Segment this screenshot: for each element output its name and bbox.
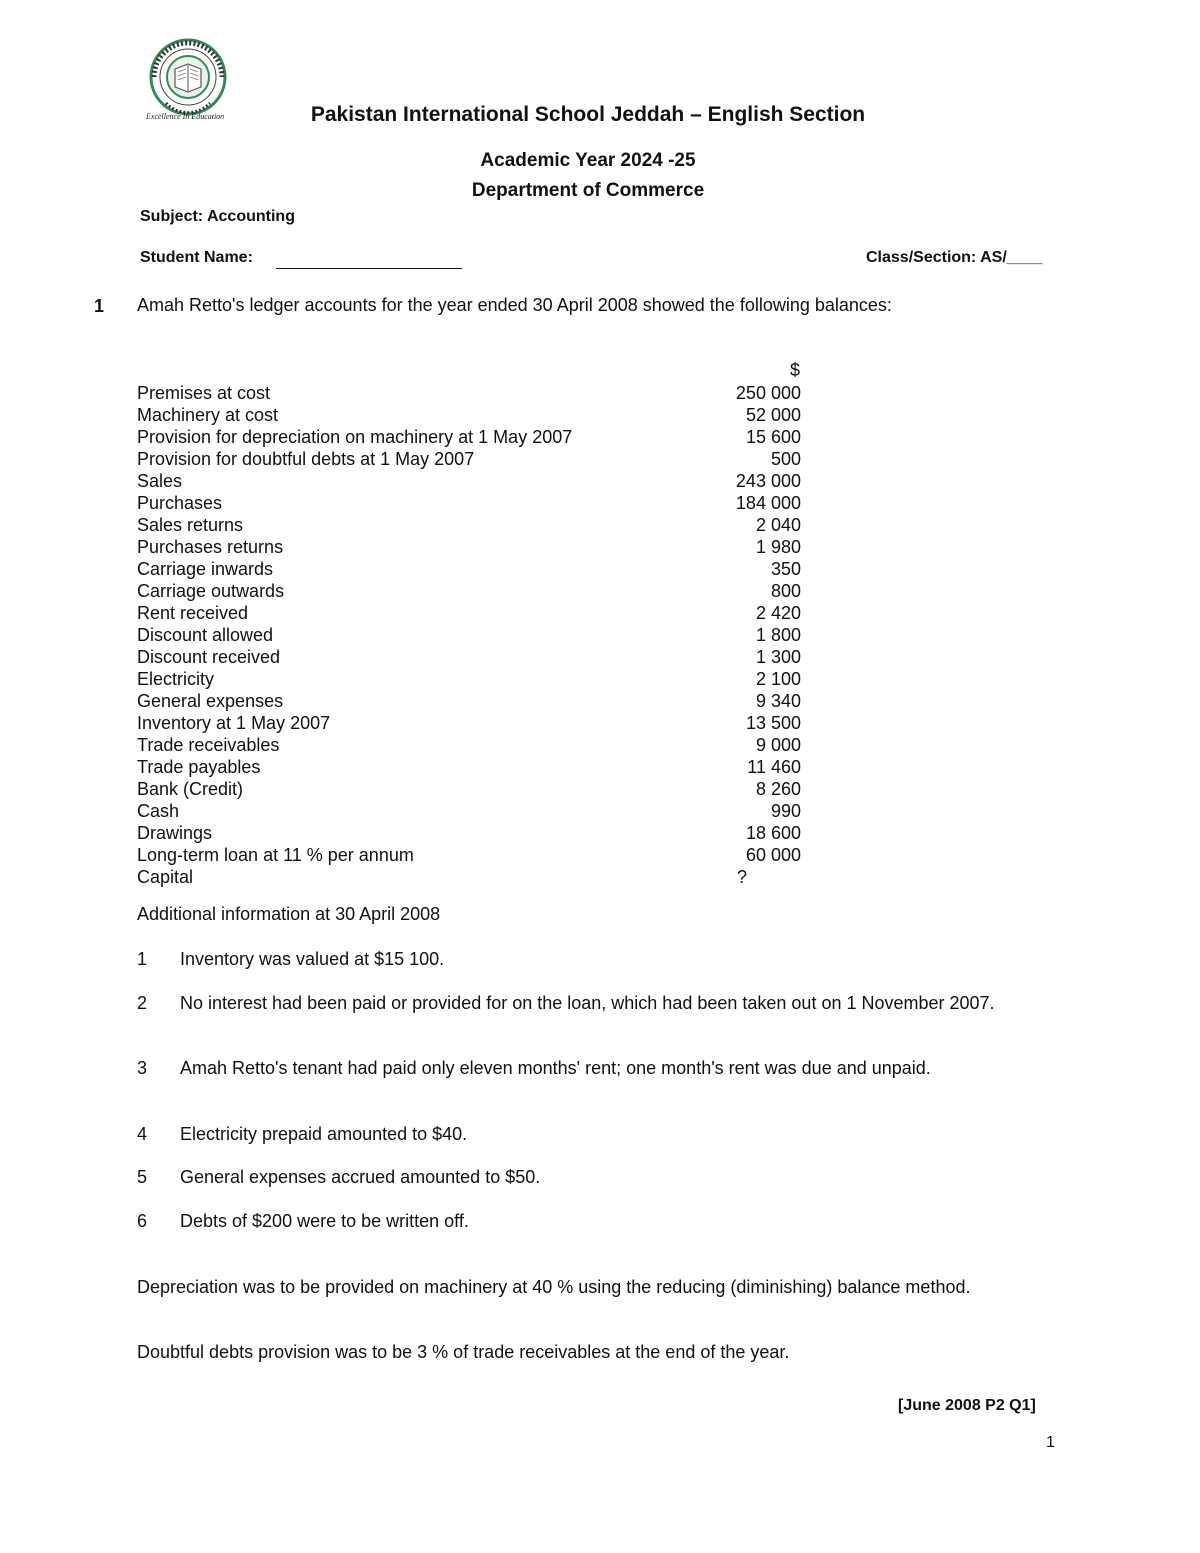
- student-name-label: Student Name:: [140, 249, 253, 266]
- ledger-label: Sales: [137, 471, 183, 491]
- ledger-label: Capital: [137, 867, 194, 887]
- ledger-value: 60 000: [745, 845, 801, 865]
- ledger-value: 15 600: [745, 427, 801, 447]
- ledger-label: Drawings: [137, 823, 213, 843]
- ledger-label: Inventory at 1 May 2007: [137, 713, 331, 733]
- ledger-value: ?: [736, 867, 747, 887]
- currency-header: $: [789, 360, 800, 380]
- ledger-label: Rent received: [137, 603, 249, 623]
- note-text: Inventory was valued at $15 100.: [180, 949, 445, 969]
- ledger-label: Long-term loan at 11 % per annum: [137, 845, 414, 865]
- note-text: Electricity prepaid amounted to $40.: [180, 1124, 468, 1144]
- note-text: General expenses accrued amounted to $50.: [180, 1167, 541, 1187]
- ledger-value: 350: [770, 559, 801, 579]
- ledger-label: Provision for depreciation on machinery at 1 May 2007: [137, 427, 573, 447]
- subject-label: Subject: Accounting: [140, 208, 295, 225]
- note-text: No interest had been paid or provided for on the loan, which had been taken out on 1 November 2007.: [180, 993, 995, 1013]
- ledger-label: Machinery at cost: [137, 405, 279, 425]
- department: Department of Commerce: [471, 180, 705, 201]
- ledger-value: 1 800: [755, 625, 801, 645]
- ledger-value: 243 000: [735, 471, 801, 491]
- ledger-label: Purchases returns: [137, 537, 284, 557]
- question-reference: [June 2008 P2 Q1]: [898, 1397, 1036, 1414]
- ledger-label: Trade payables: [137, 757, 261, 777]
- note-number: 4: [137, 1124, 148, 1144]
- ledger-label: Electricity: [137, 669, 215, 689]
- ledger-value: 250 000: [735, 383, 801, 403]
- ledger-value: 800: [770, 581, 801, 601]
- ledger-label: Cash: [137, 801, 180, 821]
- note-number: 3: [137, 1058, 148, 1078]
- note-number: 6: [137, 1211, 148, 1231]
- ledger-label: Purchases: [137, 493, 223, 513]
- ledger-label: Carriage outwards: [137, 581, 285, 601]
- ledger-value: 9 340: [755, 691, 801, 711]
- note-number: 5: [137, 1167, 148, 1187]
- school-name: Pakistan International School Jeddah – English Section: [310, 103, 866, 126]
- ledger-label: General expenses: [137, 691, 284, 711]
- ledger-label: Discount received: [137, 647, 281, 667]
- ledger-value: 2 100: [755, 669, 801, 689]
- ledger-label: Bank (Credit): [137, 779, 244, 799]
- doubtful-debts-note: Doubtful debts provision was to be 3 % of trade receivables at the end of the year.: [137, 1342, 790, 1362]
- class-section-label: Class/Section: AS/____: [866, 249, 1043, 266]
- note-text: Amah Retto's tenant had paid only eleven months' rent; one month's rent was due and unpaid.: [180, 1058, 931, 1078]
- page-number: 1: [1046, 1434, 1055, 1451]
- additional-info-heading: Additional information at 30 April 2008: [137, 904, 441, 924]
- ledger-value: 500: [770, 449, 801, 469]
- student-name-blank[interactable]: [276, 268, 462, 269]
- ledger-value: 2 420: [755, 603, 801, 623]
- ledger-label: Provision for doubtful debts at 1 May 2007: [137, 449, 475, 469]
- ledger-value: 2 040: [755, 515, 801, 535]
- note-text: Debts of $200 were to be written off.: [180, 1211, 469, 1231]
- ledger-label: Discount allowed: [137, 625, 274, 645]
- ledger-value: 8 260: [755, 779, 801, 799]
- logo-motto: Excellence In Education: [146, 112, 225, 121]
- depreciation-note: Depreciation was to be provided on machinery at 40 % using the reducing (diminishing) balance method.: [137, 1277, 971, 1297]
- ledger-value: 990: [770, 801, 801, 821]
- ledger-label: Carriage inwards: [137, 559, 274, 579]
- ledger-value: 52 000: [745, 405, 801, 425]
- ledger-label: Premises at cost: [137, 383, 271, 403]
- ledger-value: 18 600: [745, 823, 801, 843]
- ledger-label: Sales returns: [137, 515, 244, 535]
- note-number: 1: [137, 949, 148, 969]
- ledger-value: 13 500: [745, 713, 801, 733]
- note-number: 2: [137, 993, 148, 1013]
- ledger-value: 11 460: [747, 757, 801, 777]
- academic-year: Academic Year 2024 -25: [480, 150, 696, 171]
- ledger-value: 1 980: [755, 537, 801, 557]
- ledger-value: 9 000: [755, 735, 801, 755]
- ledger-value: 184 000: [735, 493, 801, 513]
- question-intro: Amah Retto's ledger accounts for the year ended 30 April 2008 showed the following balances:: [137, 295, 892, 315]
- ledger-value: 1 300: [755, 647, 801, 667]
- question-number: 1: [94, 296, 105, 316]
- ledger-label: Trade receivables: [137, 735, 280, 755]
